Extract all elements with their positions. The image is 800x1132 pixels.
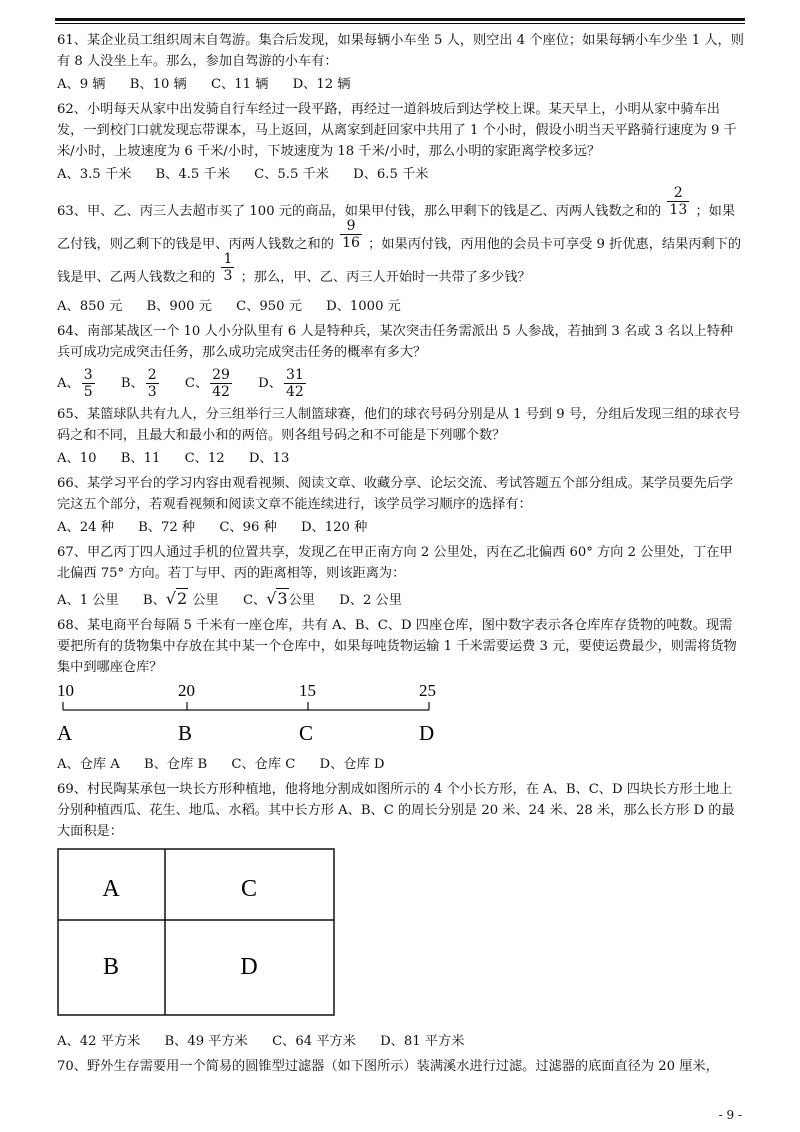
sqrt-3 bbox=[266, 588, 288, 608]
option-d bbox=[258, 367, 308, 400]
option-b: B、仓库 B bbox=[144, 757, 208, 772]
question-62-text: 62、小明每天从家中出发骑自行车经过一段平路，再经过一道斜坡后到达学校上课。某天早上，小明从家中骑车出发，一到校门口就发现忘带课本，马上返回，从离家到赶回家中共用了 1 个小时，假设小明当天平路骑行速度为 9 千米/小时，上坡速度为 6 千米/小时，下坡速度为 18 千米/小时，那么小明的家距离学校多远？ bbox=[57, 102, 737, 159]
option-a: A、1 公里 bbox=[57, 593, 119, 608]
option-d: D、120 种 bbox=[300, 520, 368, 535]
option-a: A、24 种 bbox=[57, 520, 114, 535]
tons-c: 15 bbox=[299, 681, 316, 700]
option-label: B、 bbox=[142, 593, 166, 608]
question-68 bbox=[57, 615, 745, 775]
question-63-part3: ；如果丙付钱，丙用他的会员卡可享受 9 折优惠，结果丙剩下的钱是甲、乙两人钱数之和的 bbox=[57, 237, 742, 285]
plot-label-b: B bbox=[102, 954, 120, 980]
option-a bbox=[57, 367, 97, 400]
label-b: B bbox=[178, 721, 193, 745]
radicand: 2 bbox=[176, 589, 188, 608]
header-rule-thick bbox=[55, 18, 745, 21]
question-70 bbox=[57, 1056, 745, 1077]
option-label: C、 bbox=[242, 593, 267, 608]
question-65 bbox=[57, 404, 745, 469]
question-69-options bbox=[57, 1031, 745, 1052]
tons-d: 25 bbox=[419, 681, 436, 700]
fraction-1-3 bbox=[221, 251, 234, 284]
option-a: A、10 bbox=[57, 451, 97, 466]
sqrt-icon: √ bbox=[165, 589, 176, 608]
option-d: D、仓库 D bbox=[319, 757, 385, 772]
option-label: D、 bbox=[258, 376, 282, 391]
header-rule-thin bbox=[55, 23, 745, 24]
option-b: B、49 平方米 bbox=[164, 1034, 248, 1049]
fraction-denominator: 42 bbox=[212, 384, 230, 400]
question-62-options bbox=[57, 164, 745, 185]
fraction-2-3 bbox=[146, 367, 159, 400]
question-63-options bbox=[57, 296, 745, 317]
question-64 bbox=[57, 321, 745, 400]
option-b: B、10 辆 bbox=[129, 77, 187, 92]
number-line-svg bbox=[57, 680, 457, 750]
question-61-text: 61、某企业员工组织周末自驾游。集合后发现，如果每辆小车坐 5 人，则空出 4 个座位；如果每辆小车少坐 1 人，则有 8 人没坐上车。那么，参加自驾游的小车有： bbox=[57, 33, 744, 69]
option-a: A、850 元 bbox=[57, 299, 123, 314]
warehouse-number-line-figure bbox=[57, 680, 457, 750]
label-a: A bbox=[57, 721, 73, 745]
question-63-text bbox=[57, 185, 745, 294]
fraction-denominator: 3 bbox=[147, 384, 157, 400]
option-d: D、13 bbox=[248, 451, 290, 466]
plot-label-c: C bbox=[240, 876, 258, 902]
option-a: A、仓库 A bbox=[57, 757, 120, 772]
option-d: D、12 辆 bbox=[292, 77, 351, 92]
tons-b: 20 bbox=[178, 681, 195, 700]
question-64-text: 64、南部某战区一个 10 人小分队里有 6 人是特种兵，某次突击任务需派出 5 人参战，若抽到 3 名或 3 名以上特种兵可成功完成突击任务，那么成功完成突击任务的概率有多大？ bbox=[57, 324, 734, 360]
question-67-text: 67、甲乙丙丁四人通过手机的位置共享，发现乙在甲正南方向 2 公里处，丙在乙北偏西 60° 方向 2 公里处，丁在甲北偏西 75° 方向。若丁与甲、丙的距离相等，则该距离为： bbox=[57, 545, 733, 581]
fraction-denominator: 3 bbox=[223, 268, 233, 284]
page-number: - 9 - bbox=[718, 1108, 742, 1122]
option-c bbox=[185, 367, 234, 400]
option-b: B、11 bbox=[120, 451, 161, 466]
question-68-text: 68、某电商平台每隔 5 千米有一座仓库，共有 A、B、C、D 四座仓库，图中数字表示各仓库库存货物的吨数。现需要把所有的货物集中存放在其中某一个仓库中，如果每吨货物运输 1 千米需要运费 3 元，要使运费最少，则需将货物集中到哪座仓库？ bbox=[57, 618, 737, 675]
question-63-part1: 63、甲、乙、丙三人去超市买了 100 元的商品，如果甲付钱，那么甲剩下的钱是乙、丙两人钱数之和的 bbox=[57, 204, 662, 219]
question-70-text: 70、野外生存需要用一个简易的圆锥型过滤器（如下图所示）装满溪水进行过滤。过滤器的底面直径为 20 厘米， bbox=[57, 1059, 719, 1074]
tons-a: 10 bbox=[57, 681, 74, 700]
label-d: D bbox=[419, 721, 435, 745]
option-c: C、64 平方米 bbox=[272, 1034, 356, 1049]
question-62 bbox=[57, 99, 745, 185]
label-c: C bbox=[299, 721, 314, 745]
option-a: A、9 辆 bbox=[57, 77, 106, 92]
option-d: D、2 公里 bbox=[339, 593, 402, 608]
fraction-numerator: 2 bbox=[673, 185, 683, 201]
fraction-numerator: 3 bbox=[83, 367, 93, 383]
option-label: C、 bbox=[184, 376, 209, 391]
fraction-9-16 bbox=[340, 218, 362, 251]
sqrt-2 bbox=[166, 588, 188, 608]
fraction-denominator: 13 bbox=[669, 202, 688, 218]
option-unit: 公里 bbox=[288, 593, 315, 608]
question-63-part4: ；那么，甲、乙、丙三人开始时一共带了多少钱？ bbox=[240, 270, 531, 285]
question-65-options bbox=[57, 448, 745, 469]
radicand: 3 bbox=[277, 589, 288, 608]
option-d: D、6.5 千米 bbox=[353, 167, 429, 182]
option-d: D、81 平方米 bbox=[380, 1034, 465, 1049]
question-61-options bbox=[57, 74, 745, 95]
question-67-options bbox=[57, 588, 745, 611]
option-c: C、96 种 bbox=[219, 520, 277, 535]
option-c: C、12 bbox=[184, 451, 225, 466]
option-c: C、11 辆 bbox=[210, 77, 269, 92]
question-67 bbox=[57, 542, 745, 611]
question-66 bbox=[57, 473, 745, 538]
question-63-part2: ；如果乙付钱，则乙剩下的钱是甲、丙两人钱数之和的 bbox=[57, 204, 736, 252]
document-page bbox=[57, 30, 745, 1077]
option-c: C、5.5 千米 bbox=[254, 167, 329, 182]
option-unit: 公里 bbox=[192, 593, 219, 608]
fraction-2-13 bbox=[667, 185, 689, 218]
question-69-text: 69、村民陶某承包一块长方形种植地，他将地分割成如图所示的 4 个小长方形，在 A、B、C、D 四块长方形土地上分别种植西瓜、花生、地瓜、水稻。其中长方形 A、B、C 的周长分别是 20 米、24 米、28 米，那么长方形 D 的最大面积是： bbox=[57, 782, 735, 839]
sqrt-icon: √ bbox=[266, 589, 277, 608]
option-b: B、4.5 千米 bbox=[155, 167, 230, 182]
fraction-numerator: 1 bbox=[223, 251, 233, 267]
fraction-numerator: 9 bbox=[346, 218, 356, 234]
fraction-3-5 bbox=[82, 367, 95, 400]
question-65-text: 65、某篮球队共有九人，分三组举行三人制篮球赛，他们的球衣号码分别是从 1 号到 9 号，分组后发现三组的球衣号码之和不同，且最大和最小和的两倍。则各组号码之和不可能是下列哪个数？ bbox=[57, 407, 741, 443]
question-66-options bbox=[57, 517, 745, 538]
option-label: B、 bbox=[120, 376, 144, 391]
fraction-denominator: 16 bbox=[342, 235, 360, 251]
option-b bbox=[143, 588, 219, 611]
fraction-31-42 bbox=[284, 367, 306, 400]
option-a: A、42 平方米 bbox=[57, 1034, 141, 1049]
option-b: B、900 元 bbox=[146, 299, 212, 314]
option-b bbox=[121, 367, 161, 400]
plot-label-a: A bbox=[102, 876, 120, 902]
plot-label-d: D bbox=[240, 954, 258, 980]
rectangle-svg bbox=[57, 848, 337, 1018]
option-a: A、3.5 千米 bbox=[57, 167, 132, 182]
option-b: B、72 种 bbox=[138, 520, 196, 535]
question-66-text: 66、某学习平台的学习内容由观看视频、阅读文章、收藏分享、论坛交流、考试答题五个部分组成。某学员要先后学完这五个部分，若观看视频和阅读文章不能连续进行，该学员学习顺序的选择有： bbox=[57, 476, 734, 512]
question-64-options bbox=[57, 367, 745, 400]
fraction-numerator: 2 bbox=[147, 367, 157, 383]
question-69 bbox=[57, 779, 745, 1052]
option-c bbox=[243, 588, 315, 611]
question-61 bbox=[57, 30, 745, 95]
question-68-options bbox=[57, 754, 745, 775]
option-label: A、 bbox=[57, 376, 80, 391]
fraction-numerator: 29 bbox=[212, 367, 230, 383]
fraction-numerator: 31 bbox=[285, 367, 304, 383]
rectangle-plot-figure bbox=[57, 848, 745, 1025]
fraction-denominator: 5 bbox=[83, 384, 93, 400]
outer-rectangle bbox=[58, 849, 334, 1015]
option-d: D、1000 元 bbox=[326, 299, 401, 314]
fraction-29-42 bbox=[210, 367, 232, 400]
question-63 bbox=[57, 185, 745, 317]
option-c: C、仓库 C bbox=[231, 757, 296, 772]
option-c: C、950 元 bbox=[236, 299, 302, 314]
fraction-denominator: 42 bbox=[285, 384, 304, 400]
